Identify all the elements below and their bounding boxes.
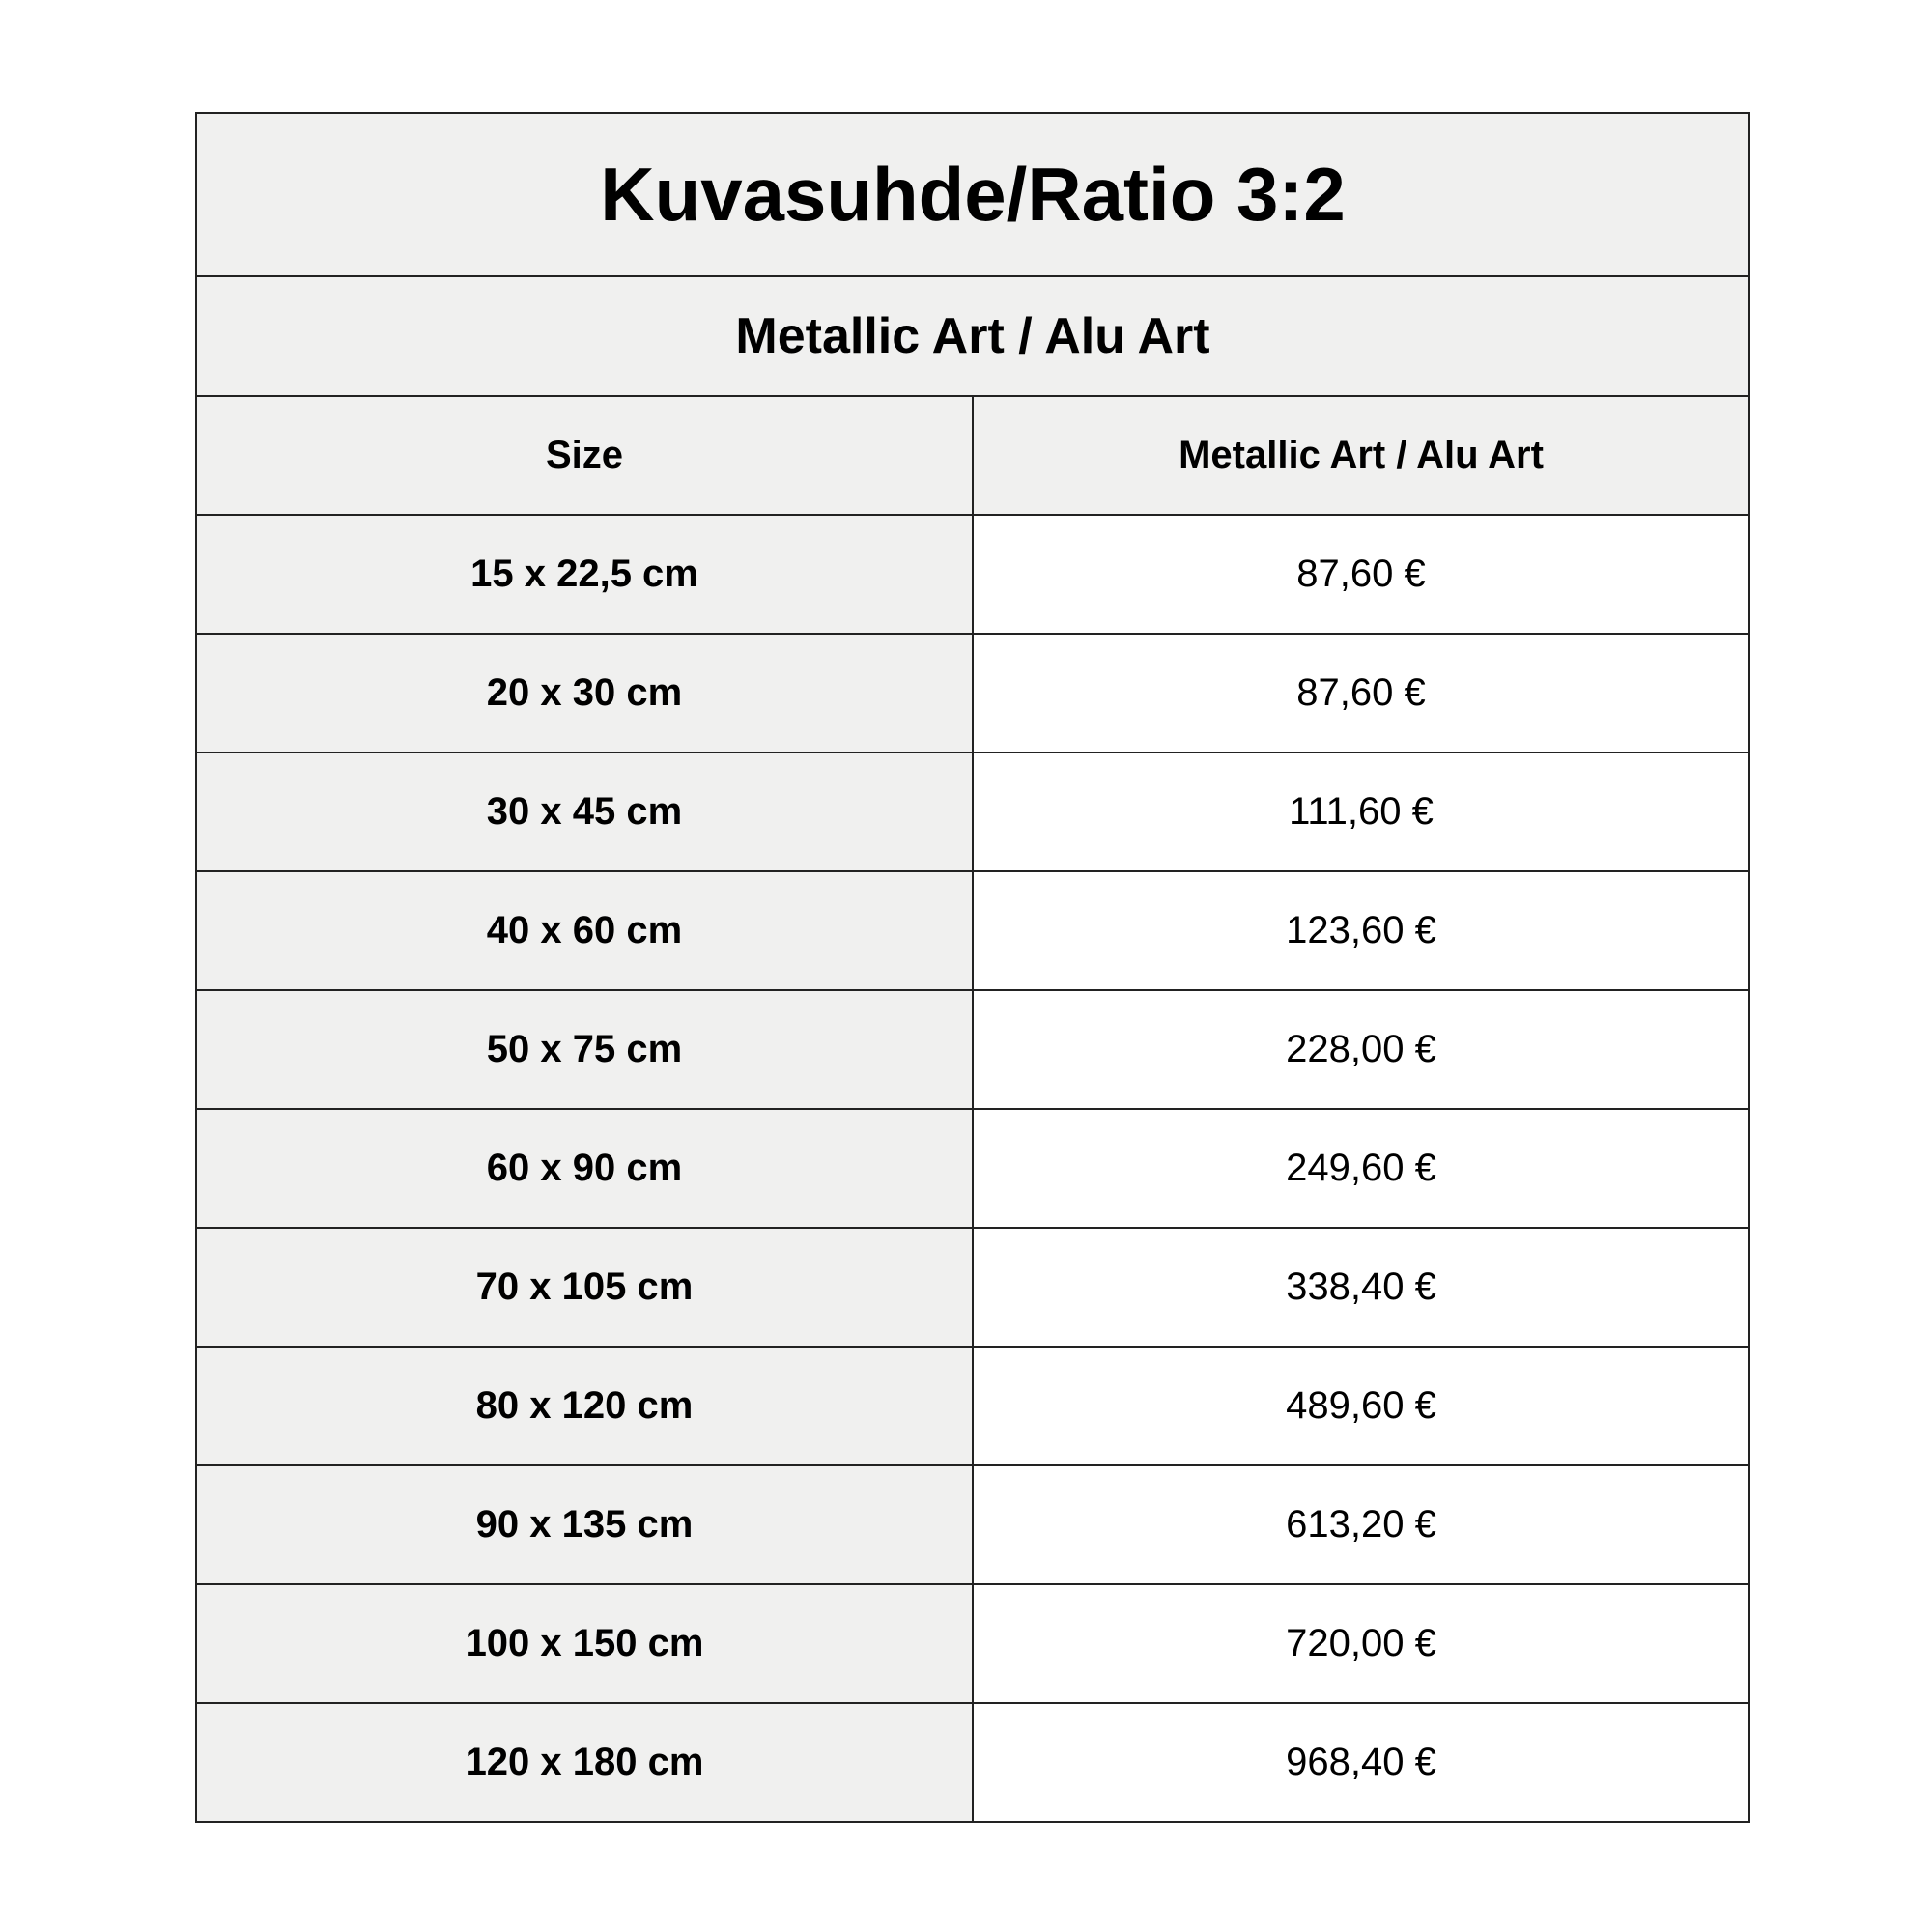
size-cell: 70 x 105 cm xyxy=(196,1228,973,1347)
price-cell: 338,40 € xyxy=(973,1228,1749,1347)
price-cell: 720,00 € xyxy=(973,1584,1749,1703)
table-row xyxy=(196,1703,1749,1822)
size-cell: 40 x 60 cm xyxy=(196,871,973,990)
size-cell: 15 x 22,5 cm xyxy=(196,515,973,634)
size-cell: 90 x 135 cm xyxy=(196,1465,973,1584)
price-cell: 249,60 € xyxy=(973,1109,1749,1228)
page-title: Kuvasuhde/Ratio 3:2 xyxy=(196,113,1749,276)
table-row xyxy=(196,871,1749,990)
size-cell: 80 x 120 cm xyxy=(196,1347,973,1465)
size-cell: 60 x 90 cm xyxy=(196,1109,973,1228)
price-cell: 968,40 € xyxy=(973,1703,1749,1822)
table-row xyxy=(196,634,1749,753)
table-row xyxy=(196,1347,1749,1465)
table-row xyxy=(196,1228,1749,1347)
price-cell: 228,00 € xyxy=(973,990,1749,1109)
table-row xyxy=(196,1109,1749,1228)
size-cell: 120 x 180 cm xyxy=(196,1703,973,1822)
product-subtitle: Metallic Art / Alu Art xyxy=(196,276,1749,396)
table-row xyxy=(196,990,1749,1109)
price-cell: 123,60 € xyxy=(973,871,1749,990)
price-cell: 87,60 € xyxy=(973,515,1749,634)
size-cell: 30 x 45 cm xyxy=(196,753,973,871)
size-cell: 20 x 30 cm xyxy=(196,634,973,753)
table-row xyxy=(196,515,1749,634)
subtitle-row xyxy=(196,276,1749,396)
table-row xyxy=(196,753,1749,871)
title-row xyxy=(196,113,1749,276)
price-cell: 87,60 € xyxy=(973,634,1749,753)
table-row xyxy=(196,1584,1749,1703)
price-cell: 111,60 € xyxy=(973,753,1749,871)
price-cell: 613,20 € xyxy=(973,1465,1749,1584)
column-header-product: Metallic Art / Alu Art xyxy=(973,396,1749,515)
price-table xyxy=(195,112,1750,1823)
header-row xyxy=(196,396,1749,515)
size-cell: 100 x 150 cm xyxy=(196,1584,973,1703)
size-cell: 50 x 75 cm xyxy=(196,990,973,1109)
table-row xyxy=(196,1465,1749,1584)
column-header-size: Size xyxy=(196,396,973,515)
price-cell: 489,60 € xyxy=(973,1347,1749,1465)
